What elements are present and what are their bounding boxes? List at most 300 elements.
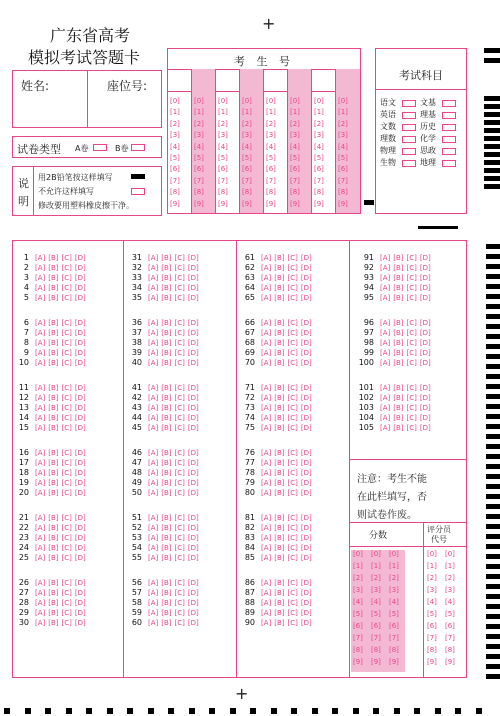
choice-bubble[interactable]: [A]	[380, 384, 391, 392]
digit-bubble[interactable]: [4]	[242, 142, 252, 151]
choice-bubble[interactable]: [B]	[48, 329, 59, 337]
choice-bubble[interactable]: [A]	[35, 514, 46, 522]
choice-bubble[interactable]: [B]	[48, 514, 59, 522]
score-digit-bubble[interactable]: [5]	[389, 610, 399, 618]
choice-bubble[interactable]: [A]	[148, 424, 159, 432]
score-digit-bubble[interactable]: [4]	[353, 598, 363, 606]
choice-bubble[interactable]: [B]	[393, 284, 404, 292]
choice-bubble[interactable]: [B]	[48, 479, 59, 487]
subject-bubble[interactable]	[402, 136, 416, 143]
choice-bubble[interactable]: [A]	[261, 459, 272, 467]
choice-bubble[interactable]: [D]	[74, 534, 86, 542]
choice-bubble[interactable]: [A]	[148, 619, 159, 627]
choice-bubble[interactable]: [D]	[187, 479, 199, 487]
choice-bubble[interactable]: [D]	[300, 424, 312, 432]
choice-bubble[interactable]: [D]	[419, 294, 431, 302]
choice-bubble[interactable]: [B]	[48, 414, 59, 422]
choice-bubble[interactable]: [A]	[261, 294, 272, 302]
choice-bubble[interactable]: [D]	[300, 479, 312, 487]
choice-bubble[interactable]: [D]	[419, 384, 431, 392]
choice-bubble[interactable]: [A]	[148, 489, 159, 497]
digit-bubble[interactable]: [4]	[218, 142, 228, 151]
choice-bubble[interactable]: [D]	[419, 424, 431, 432]
score-digit-bubble[interactable]: [1]	[427, 562, 437, 570]
score-digit-bubble[interactable]: [0]	[353, 550, 363, 558]
choice-bubble[interactable]: [C]	[174, 329, 185, 337]
choice-bubble[interactable]: [C]	[61, 479, 72, 487]
digit-bubble[interactable]: [8]	[218, 188, 228, 197]
choice-bubble[interactable]: [A]	[148, 449, 159, 457]
choice-bubble[interactable]: [A]	[148, 294, 159, 302]
choice-bubble[interactable]: [D]	[300, 524, 312, 532]
choice-bubble[interactable]: [A]	[35, 264, 46, 272]
choice-bubble[interactable]: [C]	[287, 524, 298, 532]
choice-bubble[interactable]: [A]	[148, 524, 159, 532]
choice-bubble[interactable]: [B]	[48, 424, 59, 432]
choice-bubble[interactable]: [D]	[74, 384, 86, 392]
choice-bubble[interactable]: [D]	[300, 579, 312, 587]
choice-bubble[interactable]: [D]	[74, 359, 86, 367]
digit-bubble[interactable]: [9]	[266, 199, 276, 208]
choice-bubble[interactable]: [C]	[406, 319, 417, 327]
choice-bubble[interactable]: [C]	[61, 359, 72, 367]
choice-bubble[interactable]: [B]	[393, 254, 404, 262]
choice-bubble[interactable]: [C]	[174, 459, 185, 467]
choice-bubble[interactable]: [A]	[380, 394, 391, 402]
choice-bubble[interactable]: [B]	[161, 459, 172, 467]
choice-bubble[interactable]: [D]	[187, 359, 199, 367]
choice-bubble[interactable]: [C]	[287, 459, 298, 467]
digit-bubble[interactable]: [9]	[290, 199, 300, 208]
choice-bubble[interactable]: [C]	[287, 469, 298, 477]
choice-bubble[interactable]: [C]	[61, 319, 72, 327]
choice-bubble[interactable]: [C]	[61, 349, 72, 357]
choice-bubble[interactable]: [C]	[174, 424, 185, 432]
choice-bubble[interactable]: [C]	[174, 264, 185, 272]
choice-bubble[interactable]: [C]	[174, 469, 185, 477]
choice-bubble[interactable]: [A]	[35, 394, 46, 402]
choice-bubble[interactable]: [D]	[187, 319, 199, 327]
choice-bubble[interactable]: [C]	[61, 424, 72, 432]
choice-bubble[interactable]: [B]	[274, 349, 285, 357]
choice-bubble[interactable]: [A]	[261, 284, 272, 292]
choice-bubble[interactable]: [C]	[406, 349, 417, 357]
choice-bubble[interactable]: [C]	[61, 514, 72, 522]
choice-bubble[interactable]: [C]	[174, 394, 185, 402]
choice-bubble[interactable]: [C]	[287, 534, 298, 542]
choice-bubble[interactable]: [A]	[261, 339, 272, 347]
choice-bubble[interactable]: [B]	[393, 394, 404, 402]
choice-bubble[interactable]: [B]	[274, 404, 285, 412]
choice-bubble[interactable]: [C]	[406, 384, 417, 392]
choice-bubble[interactable]: [A]	[35, 339, 46, 347]
digit-bubble[interactable]: [8]	[194, 188, 204, 197]
choice-bubble[interactable]: [D]	[187, 284, 199, 292]
choice-bubble[interactable]: [B]	[48, 404, 59, 412]
digit-bubble[interactable]: [2]	[194, 119, 204, 128]
choice-bubble[interactable]: [B]	[48, 264, 59, 272]
choice-bubble[interactable]: [C]	[61, 599, 72, 607]
choice-bubble[interactable]: [B]	[161, 404, 172, 412]
choice-bubble[interactable]: [D]	[300, 384, 312, 392]
choice-bubble[interactable]: [B]	[161, 479, 172, 487]
digit-bubble[interactable]: [6]	[290, 165, 300, 174]
choice-bubble[interactable]: [C]	[406, 254, 417, 262]
score-digit-bubble[interactable]: [0]	[389, 550, 399, 558]
choice-bubble[interactable]: [C]	[61, 524, 72, 532]
choice-bubble[interactable]: [D]	[74, 449, 86, 457]
choice-bubble[interactable]: [C]	[406, 294, 417, 302]
choice-bubble[interactable]: [A]	[261, 264, 272, 272]
choice-bubble[interactable]: [A]	[148, 479, 159, 487]
choice-bubble[interactable]: [D]	[74, 349, 86, 357]
digit-bubble[interactable]: [0]	[338, 97, 348, 105]
score-digit-bubble[interactable]: [6]	[427, 622, 437, 630]
digit-bubble[interactable]: [8]	[290, 188, 300, 197]
choice-bubble[interactable]: [C]	[287, 254, 298, 262]
choice-bubble[interactable]: [D]	[300, 329, 312, 337]
digit-bubble[interactable]: [9]	[170, 199, 180, 208]
choice-bubble[interactable]: [D]	[74, 469, 86, 477]
choice-bubble[interactable]: [A]	[380, 319, 391, 327]
choice-bubble[interactable]: [B]	[274, 619, 285, 627]
digit-bubble[interactable]: [6]	[170, 165, 180, 174]
choice-bubble[interactable]: [D]	[300, 544, 312, 552]
digit-bubble[interactable]: [5]	[194, 154, 204, 162]
choice-bubble[interactable]: [D]	[187, 414, 199, 422]
choice-bubble[interactable]: [B]	[274, 329, 285, 337]
choice-bubble[interactable]: [A]	[380, 424, 391, 432]
choice-bubble[interactable]: [B]	[161, 254, 172, 262]
digit-bubble[interactable]: [7]	[242, 176, 252, 185]
subject-bubble[interactable]	[402, 100, 416, 107]
choice-bubble[interactable]: [A]	[35, 579, 46, 587]
score-digit-bubble[interactable]: [7]	[427, 634, 437, 642]
choice-bubble[interactable]: [A]	[261, 514, 272, 522]
choice-bubble[interactable]: [A]	[261, 394, 272, 402]
choice-bubble[interactable]: [C]	[287, 514, 298, 522]
choice-bubble[interactable]: [A]	[148, 579, 159, 587]
digit-bubble[interactable]: [9]	[194, 199, 204, 208]
choice-bubble[interactable]: [B]	[274, 319, 285, 327]
score-digit-bubble[interactable]: [7]	[445, 634, 455, 642]
digit-bubble[interactable]: [1]	[218, 108, 228, 117]
choice-bubble[interactable]: [D]	[300, 414, 312, 422]
choice-bubble[interactable]: [B]	[48, 449, 59, 457]
choice-bubble[interactable]: [A]	[261, 414, 272, 422]
choice-bubble[interactable]: [B]	[274, 394, 285, 402]
choice-bubble[interactable]: [A]	[380, 254, 391, 262]
choice-bubble[interactable]: [D]	[187, 544, 199, 552]
digit-bubble[interactable]: [0]	[218, 97, 228, 105]
choice-bubble[interactable]: [D]	[74, 459, 86, 467]
choice-bubble[interactable]: [B]	[48, 394, 59, 402]
choice-bubble[interactable]: [D]	[187, 579, 199, 587]
choice-bubble[interactable]: [B]	[274, 274, 285, 282]
choice-bubble[interactable]: [A]	[380, 264, 391, 272]
choice-bubble[interactable]: [C]	[174, 274, 185, 282]
choice-bubble[interactable]: [C]	[406, 394, 417, 402]
choice-bubble[interactable]: [D]	[300, 589, 312, 597]
score-digit-bubble[interactable]: [8]	[427, 646, 437, 654]
choice-bubble[interactable]: [B]	[48, 599, 59, 607]
score-digit-bubble[interactable]: [0]	[445, 550, 455, 558]
choice-bubble[interactable]: [C]	[287, 359, 298, 367]
choice-bubble[interactable]: [B]	[161, 579, 172, 587]
choice-bubble[interactable]: [B]	[274, 469, 285, 477]
choice-bubble[interactable]: [B]	[161, 349, 172, 357]
subject-bubble[interactable]	[442, 124, 456, 131]
choice-bubble[interactable]: [D]	[300, 254, 312, 262]
choice-bubble[interactable]: [D]	[74, 254, 86, 262]
digit-bubble[interactable]: [6]	[338, 165, 348, 174]
choice-bubble[interactable]: [C]	[287, 264, 298, 272]
choice-bubble[interactable]: [D]	[419, 329, 431, 337]
choice-bubble[interactable]: [C]	[174, 319, 185, 327]
choice-bubble[interactable]: [B]	[274, 384, 285, 392]
choice-bubble[interactable]: [C]	[287, 329, 298, 337]
choice-bubble[interactable]: [A]	[148, 394, 159, 402]
choice-bubble[interactable]: [B]	[48, 609, 59, 617]
choice-bubble[interactable]: [D]	[187, 554, 199, 562]
choice-bubble[interactable]: [A]	[148, 284, 159, 292]
score-digit-bubble[interactable]: [7]	[371, 634, 381, 642]
digit-bubble[interactable]: [3]	[170, 131, 180, 140]
choice-bubble[interactable]: [B]	[274, 609, 285, 617]
choice-bubble[interactable]: [B]	[274, 534, 285, 542]
choice-bubble[interactable]: [D]	[74, 489, 86, 497]
choice-bubble[interactable]: [C]	[287, 339, 298, 347]
choice-bubble[interactable]: [D]	[74, 544, 86, 552]
digit-bubble[interactable]: [3]	[194, 131, 204, 140]
choice-bubble[interactable]: [A]	[35, 459, 46, 467]
choice-bubble[interactable]: [C]	[174, 284, 185, 292]
choice-bubble[interactable]: [C]	[406, 414, 417, 422]
choice-bubble[interactable]: [A]	[148, 339, 159, 347]
choice-bubble[interactable]: [C]	[287, 544, 298, 552]
choice-bubble[interactable]: [C]	[287, 619, 298, 627]
score-digit-bubble[interactable]: [1]	[445, 562, 455, 570]
choice-bubble[interactable]: [B]	[274, 579, 285, 587]
score-digit-bubble[interactable]: [5]	[371, 610, 381, 618]
choice-bubble[interactable]: [C]	[61, 274, 72, 282]
choice-bubble[interactable]: [C]	[61, 544, 72, 552]
choice-bubble[interactable]: [B]	[274, 294, 285, 302]
subject-bubble[interactable]	[442, 148, 456, 155]
choice-bubble[interactable]: [C]	[61, 589, 72, 597]
choice-bubble[interactable]: [B]	[48, 489, 59, 497]
choice-bubble[interactable]: [C]	[287, 489, 298, 497]
choice-bubble[interactable]: [D]	[419, 319, 431, 327]
choice-bubble[interactable]: [D]	[74, 294, 86, 302]
choice-bubble[interactable]: [C]	[406, 329, 417, 337]
choice-bubble[interactable]: [C]	[406, 359, 417, 367]
choice-bubble[interactable]: [D]	[187, 589, 199, 597]
choice-bubble[interactable]: [C]	[287, 589, 298, 597]
digit-bubble[interactable]: [5]	[218, 154, 228, 162]
choice-bubble[interactable]: [D]	[300, 599, 312, 607]
choice-bubble[interactable]: [B]	[48, 554, 59, 562]
digit-bubble[interactable]: [4]	[314, 142, 324, 151]
choice-bubble[interactable]: [B]	[48, 459, 59, 467]
score-digit-bubble[interactable]: [7]	[389, 634, 399, 642]
choice-bubble[interactable]: [D]	[187, 524, 199, 532]
choice-bubble[interactable]: [A]	[261, 619, 272, 627]
choice-bubble[interactable]: [B]	[48, 284, 59, 292]
choice-bubble[interactable]: [B]	[161, 294, 172, 302]
choice-bubble[interactable]: [A]	[148, 554, 159, 562]
choice-bubble[interactable]: [A]	[148, 264, 159, 272]
choice-bubble[interactable]: [A]	[148, 514, 159, 522]
choice-bubble[interactable]: [D]	[419, 414, 431, 422]
choice-bubble[interactable]: [B]	[48, 579, 59, 587]
choice-bubble[interactable]: [C]	[174, 589, 185, 597]
choice-bubble[interactable]: [B]	[393, 264, 404, 272]
choice-bubble[interactable]: [D]	[300, 339, 312, 347]
choice-bubble[interactable]: [B]	[48, 524, 59, 532]
subject-bubble[interactable]	[402, 148, 416, 155]
choice-bubble[interactable]: [D]	[300, 294, 312, 302]
choice-bubble[interactable]: [B]	[393, 424, 404, 432]
choice-bubble[interactable]: [B]	[161, 359, 172, 367]
choice-bubble[interactable]: [A]	[148, 384, 159, 392]
choice-bubble[interactable]: [D]	[187, 489, 199, 497]
choice-bubble[interactable]: [A]	[261, 469, 272, 477]
score-digit-bubble[interactable]: [6]	[353, 622, 363, 630]
score-digit-bubble[interactable]: [3]	[389, 586, 399, 594]
choice-bubble[interactable]: [D]	[74, 319, 86, 327]
choice-bubble[interactable]: [B]	[274, 254, 285, 262]
choice-bubble[interactable]: [A]	[35, 544, 46, 552]
choice-bubble[interactable]: [A]	[261, 534, 272, 542]
choice-bubble[interactable]: [A]	[35, 479, 46, 487]
choice-bubble[interactable]: [A]	[35, 489, 46, 497]
choice-bubble[interactable]: [A]	[35, 384, 46, 392]
choice-bubble[interactable]: [C]	[61, 294, 72, 302]
choice-bubble[interactable]: [D]	[187, 329, 199, 337]
choice-bubble[interactable]: [A]	[148, 404, 159, 412]
choice-bubble[interactable]: [A]	[261, 489, 272, 497]
choice-bubble[interactable]: [B]	[274, 414, 285, 422]
choice-bubble[interactable]: [D]	[300, 264, 312, 272]
choice-bubble[interactable]: [B]	[161, 264, 172, 272]
choice-bubble[interactable]: [D]	[419, 274, 431, 282]
choice-bubble[interactable]: [D]	[187, 349, 199, 357]
choice-bubble[interactable]: [D]	[419, 254, 431, 262]
score-digit-bubble[interactable]: [6]	[389, 622, 399, 630]
choice-bubble[interactable]: [D]	[300, 404, 312, 412]
digit-bubble[interactable]: [3]	[338, 131, 348, 140]
choice-bubble[interactable]: [D]	[187, 514, 199, 522]
choice-bubble[interactable]: [A]	[35, 609, 46, 617]
choice-bubble[interactable]: [D]	[187, 619, 199, 627]
exam-type-a-bubble[interactable]	[93, 144, 107, 151]
choice-bubble[interactable]: [B]	[274, 264, 285, 272]
digit-bubble[interactable]: [7]	[338, 176, 348, 185]
choice-bubble[interactable]: [C]	[406, 404, 417, 412]
choice-bubble[interactable]: [C]	[174, 544, 185, 552]
choice-bubble[interactable]: [A]	[380, 414, 391, 422]
choice-bubble[interactable]: [B]	[161, 609, 172, 617]
choice-bubble[interactable]: [D]	[300, 619, 312, 627]
choice-bubble[interactable]: [C]	[174, 339, 185, 347]
choice-bubble[interactable]: [D]	[74, 274, 86, 282]
choice-bubble[interactable]: [B]	[393, 404, 404, 412]
digit-bubble[interactable]: [6]	[314, 165, 324, 174]
choice-bubble[interactable]: [A]	[261, 609, 272, 617]
score-digit-bubble[interactable]: [0]	[371, 550, 381, 558]
subject-bubble[interactable]	[402, 112, 416, 119]
digit-bubble[interactable]: [4]	[290, 142, 300, 151]
choice-bubble[interactable]: [C]	[406, 424, 417, 432]
choice-bubble[interactable]: [C]	[61, 384, 72, 392]
choice-bubble[interactable]: [C]	[174, 479, 185, 487]
choice-bubble[interactable]: [C]	[174, 554, 185, 562]
digit-bubble[interactable]: [4]	[338, 142, 348, 151]
digit-bubble[interactable]: [3]	[218, 131, 228, 140]
choice-bubble[interactable]: [A]	[148, 254, 159, 262]
choice-bubble[interactable]: [D]	[300, 609, 312, 617]
choice-bubble[interactable]: [A]	[35, 274, 46, 282]
choice-bubble[interactable]: [B]	[274, 284, 285, 292]
digit-bubble[interactable]: [5]	[338, 154, 348, 162]
choice-bubble[interactable]: [C]	[287, 394, 298, 402]
choice-bubble[interactable]: [A]	[148, 319, 159, 327]
choice-bubble[interactable]: [B]	[48, 544, 59, 552]
digit-bubble[interactable]: [8]	[314, 188, 324, 197]
choice-bubble[interactable]: [D]	[187, 404, 199, 412]
choice-bubble[interactable]: [C]	[61, 394, 72, 402]
choice-bubble[interactable]: [C]	[61, 579, 72, 587]
digit-bubble[interactable]: [2]	[314, 119, 324, 128]
choice-bubble[interactable]: [D]	[74, 609, 86, 617]
choice-bubble[interactable]: [A]	[261, 319, 272, 327]
choice-bubble[interactable]: [B]	[48, 294, 59, 302]
choice-bubble[interactable]: [B]	[393, 319, 404, 327]
choice-bubble[interactable]: [C]	[287, 294, 298, 302]
choice-bubble[interactable]: [C]	[287, 349, 298, 357]
score-digit-bubble[interactable]: [9]	[353, 658, 363, 666]
choice-bubble[interactable]: [B]	[161, 489, 172, 497]
choice-bubble[interactable]: [B]	[274, 489, 285, 497]
choice-bubble[interactable]: [D]	[74, 329, 86, 337]
choice-bubble[interactable]: [C]	[174, 609, 185, 617]
choice-bubble[interactable]: [D]	[187, 384, 199, 392]
digit-bubble[interactable]: [8]	[338, 188, 348, 197]
choice-bubble[interactable]: [C]	[174, 489, 185, 497]
choice-bubble[interactable]: [D]	[419, 339, 431, 347]
choice-bubble[interactable]: [B]	[274, 554, 285, 562]
digit-bubble[interactable]: [2]	[266, 119, 276, 128]
digit-bubble[interactable]: [0]	[194, 97, 204, 105]
choice-bubble[interactable]: [A]	[148, 274, 159, 282]
choice-bubble[interactable]: [D]	[74, 579, 86, 587]
choice-bubble[interactable]: [D]	[300, 534, 312, 542]
score-digit-bubble[interactable]: [2]	[371, 574, 381, 582]
choice-bubble[interactable]: [B]	[393, 274, 404, 282]
score-digit-bubble[interactable]: [1]	[389, 562, 399, 570]
score-digit-bubble[interactable]: [5]	[427, 610, 437, 618]
choice-bubble[interactable]: [D]	[300, 274, 312, 282]
choice-bubble[interactable]: [B]	[161, 394, 172, 402]
score-digit-bubble[interactable]: [9]	[371, 658, 381, 666]
choice-bubble[interactable]: [C]	[287, 274, 298, 282]
choice-bubble[interactable]: [D]	[74, 479, 86, 487]
choice-bubble[interactable]: [A]	[148, 589, 159, 597]
choice-bubble[interactable]: [A]	[261, 384, 272, 392]
choice-bubble[interactable]: [B]	[161, 449, 172, 457]
choice-bubble[interactable]: [A]	[148, 544, 159, 552]
